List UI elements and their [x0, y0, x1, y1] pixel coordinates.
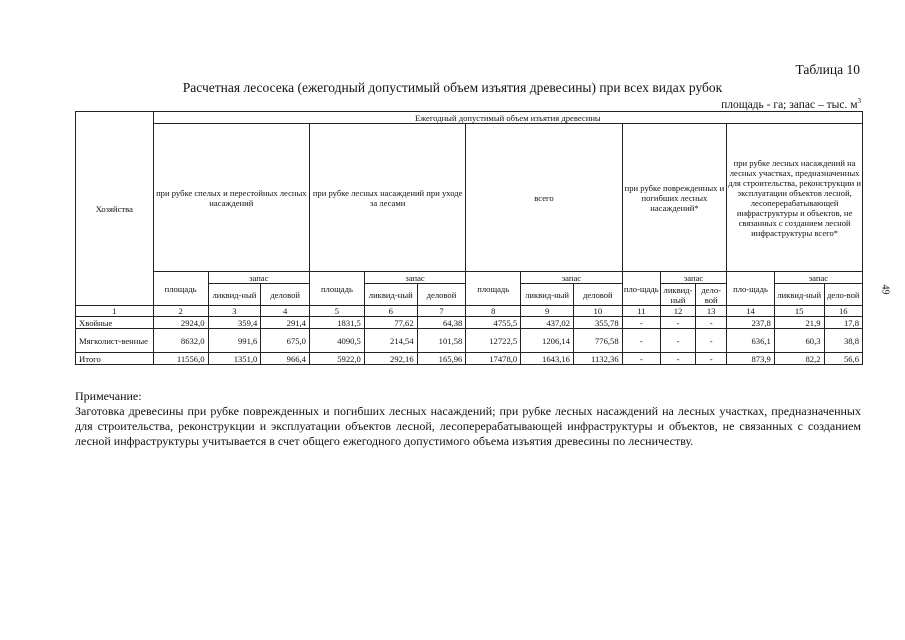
table-cell: 675,0 [261, 329, 310, 353]
units-note [721, 97, 861, 111]
table-cell: 64,38 [417, 317, 466, 329]
header-area-3: площадь [466, 272, 521, 306]
header-business-4: дело-вой [696, 284, 727, 306]
header-business-1: деловой [261, 284, 310, 306]
table-cell: 12722,5 [466, 329, 521, 353]
header-liquid-1: ликвид-ный [208, 284, 261, 306]
header-row-categories [76, 124, 863, 272]
table-cell: 17478,0 [466, 353, 521, 365]
header-care-felling: при рубке лесных насаждений при уходе за лесами [309, 124, 465, 272]
table-cell: 966,4 [261, 353, 310, 365]
header-business-5: дело-вой [824, 284, 862, 306]
table-cell: 77,62 [364, 317, 417, 329]
table-cell: 636,1 [727, 329, 775, 353]
table-cell: 4755,5 [466, 317, 521, 329]
table-body [76, 112, 863, 365]
table-cell: 82,2 [774, 353, 824, 365]
table-cell: 291,4 [261, 317, 310, 329]
table-cell: 991,6 [208, 329, 261, 353]
column-number: 11 [622, 306, 660, 317]
header-row-group [76, 112, 863, 124]
column-number: 3 [208, 306, 261, 317]
header-liquid-3: ликвид-ный [521, 284, 574, 306]
page-number: 49 [879, 284, 891, 295]
table-cell: 237,8 [727, 317, 775, 329]
table-cell: 8632,0 [153, 329, 208, 353]
table-cell: 359,4 [208, 317, 261, 329]
header-damaged-felling: при рубке поврежденных и погибших лесных насаждений* [622, 124, 727, 272]
table-cell: - [660, 353, 695, 365]
header-stock-1: запас [208, 272, 309, 284]
table-cell: 38,8 [824, 329, 862, 353]
row-label: Мягколист-венные [76, 329, 154, 353]
column-number: 12 [660, 306, 695, 317]
allowable-cut-table [75, 111, 863, 365]
table-cell: 2924,0 [153, 317, 208, 329]
header-business-2: деловой [417, 284, 466, 306]
table-cell: - [696, 317, 727, 329]
table-cell: 5922,0 [309, 353, 364, 365]
column-number: 15 [774, 306, 824, 317]
header-area-1: площадь [153, 272, 208, 306]
table-cell: 776,58 [573, 329, 622, 353]
table-cell: - [696, 329, 727, 353]
header-business-3: деловой [573, 284, 622, 306]
column-number: 4 [261, 306, 310, 317]
column-number: 1 [76, 306, 154, 317]
table-caption: Таблица 10 [795, 62, 860, 77]
header-stock-5: запас [774, 272, 862, 284]
column-number: 6 [364, 306, 417, 317]
header-liquid-5: ликвид-ный [774, 284, 824, 306]
units-superscript: 3 [857, 97, 861, 105]
table-row [76, 329, 863, 353]
header-stock-3: запас [521, 272, 622, 284]
table-cell: 1643,16 [521, 353, 574, 365]
header-area-4: пло-щадь [622, 272, 660, 306]
table-cell: 437,02 [521, 317, 574, 329]
table-title: Расчетная лесосека (ежегодный допустимый объем изъятия древесины) при всех видах рубок [182, 80, 723, 95]
header-liquid-2: ликвид-ный [364, 284, 417, 306]
table-cell: 292,16 [364, 353, 417, 365]
header-stock-4: запас [660, 272, 726, 284]
header-area-5: пло-щадь [727, 272, 775, 306]
header-construction-felling: при рубке лесных насаждений на лесных участках, предназначенных для строительства, реконструкции и эксплуатации объектов лесной, лесоперерабатывающей инфраструктуры и объектов, не связанных с созданием лесной инфраструктуры всего* [727, 124, 863, 272]
units-text: площадь - га; запас – тыс. м [721, 98, 858, 111]
table-cell: 60,3 [774, 329, 824, 353]
header-total: всего [466, 124, 622, 272]
header-mature-felling: при рубке спелых и перестойных лесных насаждений [153, 124, 309, 272]
header-liquid-4: ликвид-ный [660, 284, 695, 306]
column-number: 9 [521, 306, 574, 317]
table-cell: - [696, 353, 727, 365]
table-cell: 21,9 [774, 317, 824, 329]
header-row-area-stock [76, 272, 863, 284]
column-number: 5 [309, 306, 364, 317]
table-cell: 214,54 [364, 329, 417, 353]
table-cell: 56,6 [824, 353, 862, 365]
column-number: 7 [417, 306, 466, 317]
table-cell: 873,9 [727, 353, 775, 365]
table-cell: 1351,0 [208, 353, 261, 365]
table-row [76, 317, 863, 329]
table-cell: - [660, 329, 695, 353]
header-annual-volume: Ежегодный допустимый объем изъятия древесины [153, 112, 862, 124]
column-number-row [76, 306, 863, 317]
table-cell: - [622, 353, 660, 365]
header-area-2: площадь [309, 272, 364, 306]
table-cell: 165,96 [417, 353, 466, 365]
row-label: Хвойные [76, 317, 154, 329]
note-text: Заготовка древесины при рубке поврежденных и погибших лесных насаждений; при рубке лесных насаждений на лесных участках, предназначенных для строительства, реконструкции и эксплуатации объектов лесной, лесоперерабатывающей инфраструктуры и объектов, не связанных с созданием лесной инфраструктуры учитывается в счет общего ежегодного допустимого объема изъятия древесины по лесничеству. [75, 404, 861, 448]
table-cell: 11556,0 [153, 353, 208, 365]
table-cell: 1206,14 [521, 329, 574, 353]
column-number: 2 [153, 306, 208, 317]
table-cell: 1132,36 [573, 353, 622, 365]
column-number: 10 [573, 306, 622, 317]
table-cell: - [660, 317, 695, 329]
column-number: 16 [824, 306, 862, 317]
header-stock-2: запас [364, 272, 465, 284]
table-cell: 4090,5 [309, 329, 364, 353]
column-number: 14 [727, 306, 775, 317]
header-farms: Хозяйства [76, 112, 154, 306]
table-cell: 101,58 [417, 329, 466, 353]
note-title: Примечание: [75, 389, 142, 403]
table-cell: 17,8 [824, 317, 862, 329]
table-cell: - [622, 317, 660, 329]
table-cell: 1831,5 [309, 317, 364, 329]
table-cell: - [622, 329, 660, 353]
table-cell: 355,78 [573, 317, 622, 329]
column-number: 8 [466, 306, 521, 317]
table-row-total [76, 353, 863, 365]
column-number: 13 [696, 306, 727, 317]
row-label: Итого [76, 353, 154, 365]
